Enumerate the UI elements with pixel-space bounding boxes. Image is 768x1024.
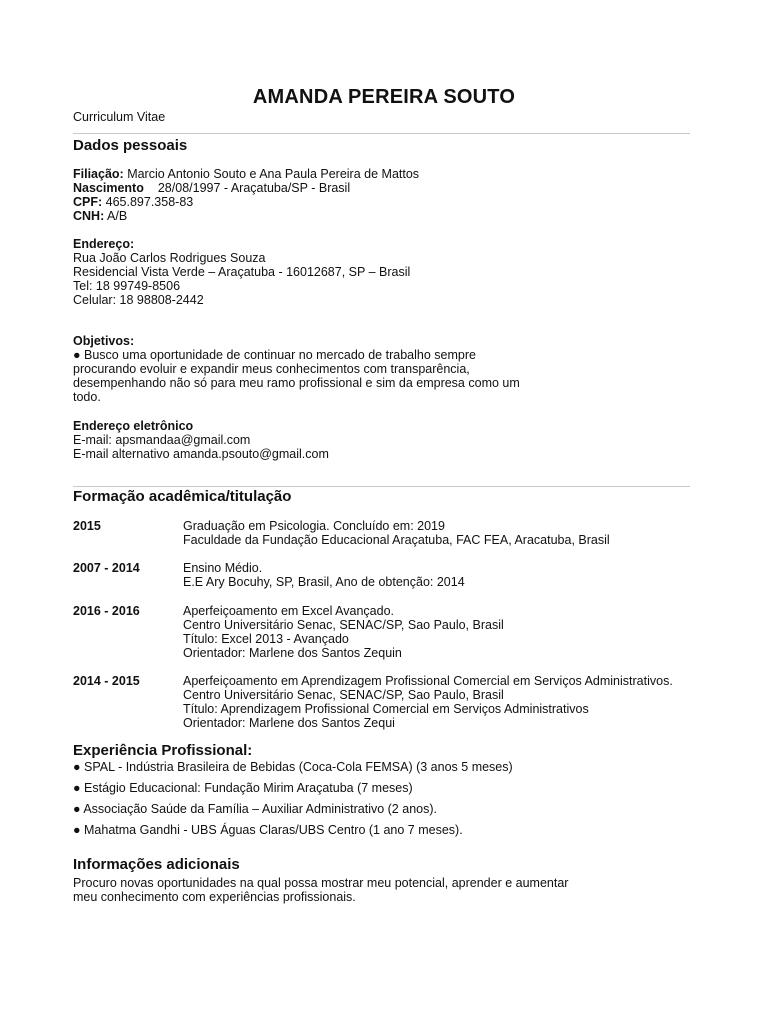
info-line: meu conhecimento com experiências profissionais.: [73, 890, 356, 904]
address-line: Residencial Vista Verde – Araçatuba - 16012687, SP – Brasil: [73, 265, 411, 279]
objective-line: desempenhando não só para meu ramo profissional e sim da empresa como um: [73, 376, 520, 390]
formacao-line: Graduação em Psicologia. Concluído em: 2019: [183, 519, 445, 533]
list-item: ● Associação Saúde da Família – Auxiliar Administrativo (2 anos).: [73, 802, 437, 816]
list-item: ● Estágio Educacional: Fundação Mirim Araçatuba (7 meses): [73, 781, 413, 795]
email-label: Endereço eletrônico: [73, 419, 194, 433]
objetivos-label: Objetivos:: [73, 334, 135, 348]
filiacao-row: [73, 167, 693, 181]
email-line: E-mail: apsmandaa@gmail.com: [73, 433, 251, 447]
address-block: [73, 237, 693, 307]
filiacao-label: Filiação:: [73, 167, 124, 181]
formacao-period: 2016 - 2016: [73, 604, 140, 618]
list-item: ● SPAL - Indústria Brasileira de Bebidas (Coca-Cola FEMSA) (3 anos 5 meses): [73, 760, 513, 774]
info-line: Procuro novas oportunidades na qual possa mostrar meu potencial, aprender e aumentar: [73, 876, 569, 890]
formacao-entry: [183, 604, 703, 660]
list-item: ● Mahatma Gandhi - UBS Águas Claras/UBS Centro (1 ano 7 meses).: [73, 823, 463, 837]
formacao-line: Aperfeiçoamento em Aprendizagem Profissional Comercial em Serviços Administrativos.: [183, 674, 673, 688]
cnh-value: A/B: [104, 209, 128, 223]
objective-line: procurando evoluir e expandir meus conhecimentos com transparência,: [73, 362, 470, 376]
formacao-line: Orientador: Marlene dos Santos Zequin: [183, 646, 402, 660]
cpf-label: CPF:: [73, 195, 103, 209]
section-divider: [73, 133, 690, 134]
section-title-informacoes: Informações adicionais: [73, 856, 240, 873]
formacao-line: Título: Excel 2013 - Avançado: [183, 632, 349, 646]
formacao-line: Título: Aprendizagem Profissional Comercial em Serviços Administrativos: [183, 702, 589, 716]
mobile-line: Celular: 18 98808-2442: [73, 293, 204, 307]
section-title-experiencia: Experiência Profissional:: [73, 742, 253, 759]
formacao-line: Orientador: Marlene dos Santos Zequi: [183, 716, 395, 730]
candidate-name: AMANDA PEREIRA SOUTO: [252, 86, 516, 108]
formacao-entry: [183, 561, 703, 589]
objectives-block: [73, 334, 693, 404]
formacao-period: 2015: [73, 519, 101, 533]
cnh-row: [73, 209, 693, 223]
email-block: [73, 419, 693, 461]
cnh-label: CNH:: [73, 209, 105, 223]
additional-info: [73, 876, 693, 904]
filiacao-value: Marcio Antonio Souto e Ana Paula Pereira de Mattos: [123, 167, 420, 181]
cpf-value: 465.897.358-83: [102, 195, 194, 209]
experience-list: [73, 760, 693, 844]
cpf-row: [73, 195, 693, 209]
endereco-label: Endereço:: [73, 237, 135, 251]
formacao-line: Centro Universitário Senac, SENAC/SP, Sao Paulo, Brasil: [183, 618, 504, 632]
nascimento-value: 28/08/1997 - Araçatuba/SP - Brasil: [157, 181, 351, 195]
address-line: Rua João Carlos Rodrigues Souza: [73, 251, 266, 265]
formacao-line: Aperfeiçoamento em Excel Avançado.: [183, 604, 395, 618]
formacao-line: Centro Universitário Senac, SENAC/SP, Sao Paulo, Brasil: [183, 688, 504, 702]
phone-line: Tel: 18 99749-8506: [73, 279, 181, 293]
nascimento-label: Nascimento: [73, 181, 144, 195]
formacao-line: Faculdade da Fundação Educacional Araçatuba, FAC FEA, Aracatuba, Brasil: [183, 533, 610, 547]
formacao-entry: [183, 519, 703, 547]
personal-info: [73, 167, 693, 223]
formacao-period: 2007 - 2014: [73, 561, 140, 575]
formacao-line: E.E Ary Bocuhy, SP, Brasil, Ano de obtenção: 2014: [183, 575, 465, 589]
formacao-line: Ensino Médio.: [183, 561, 263, 575]
section-title-dados-pessoais: Dados pessoais: [73, 137, 188, 154]
objective-line: ● Busco uma oportunidade de continuar no mercado de trabalho sempre: [73, 348, 476, 362]
formacao-entry: [183, 674, 703, 730]
objective-line: todo.: [73, 390, 101, 404]
email-line: E-mail alternativo amanda.psouto@gmail.com: [73, 447, 329, 461]
section-title-formacao: Formação acadêmica/titulação: [73, 488, 292, 505]
nascimento-row: [73, 181, 693, 195]
formacao-period: 2014 - 2015: [73, 674, 140, 688]
document-subtitle: Curriculum Vitae: [73, 110, 166, 124]
section-divider: [73, 486, 690, 487]
